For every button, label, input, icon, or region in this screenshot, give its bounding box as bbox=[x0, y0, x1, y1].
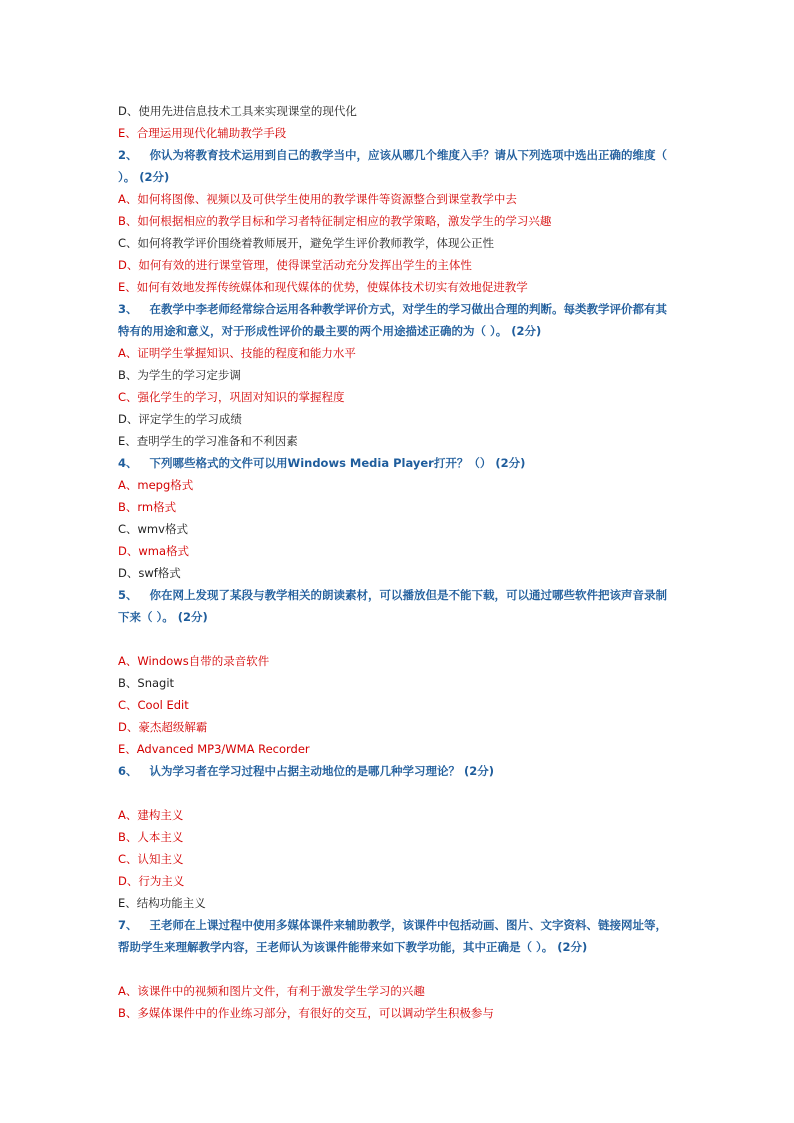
answer-option-selected: D、豪杰超级解霸 bbox=[118, 720, 208, 734]
answer-option-selected: A、如何将图像、视频以及可供学生使用的教学课件等资源整合到课堂教学中去 bbox=[118, 192, 517, 206]
answer-option-selected: A、该课件中的视频和图片文件，有利于激发学生学习的兴趣 bbox=[118, 984, 425, 998]
answer-option: E、结构功能主义 bbox=[118, 896, 206, 910]
question-number: 3、 bbox=[118, 302, 138, 316]
answer-option-selected: D、如何有效的进行课堂管理，使得课堂活动充分发挥出学生的主体性 bbox=[118, 258, 472, 272]
answer-option-selected: B、rm格式 bbox=[118, 500, 177, 514]
answer-option: C、wmv格式 bbox=[118, 522, 188, 536]
blank-line bbox=[118, 958, 678, 980]
question-text: 你在网上发现了某段与教学相关的朗读素材，可以播放但是不能下载，可以通过哪些软件把该声音录制下来（ ）。 (2分) bbox=[118, 588, 668, 624]
answer-option-selected: A、证明学生掌握知识、技能的程度和能力水平 bbox=[118, 346, 356, 360]
answer-option-selected: E、合理运用现代化辅助教学手段 bbox=[118, 126, 287, 140]
question-number: 5、 bbox=[118, 588, 138, 602]
question-number: 6、 bbox=[118, 764, 138, 778]
answer-option-selected: A、建构主义 bbox=[118, 808, 184, 822]
answer-option: D、swf格式 bbox=[118, 566, 181, 580]
answer-option: B、为学生的学习定步调 bbox=[118, 368, 241, 382]
question-number: 2、 bbox=[118, 148, 138, 162]
question-stem bbox=[118, 452, 678, 474]
answer-option: D、评定学生的学习成绩 bbox=[118, 412, 242, 426]
answer-option: E、查明学生的学习准备和不利因素 bbox=[118, 434, 298, 448]
question-text: 在教学中李老师经常综合运用各种教学评价方式，对学生的学习做出合理的判断。每类教学评价都有其特有的用途和意义，对于形成性评价的最主要的两个用途描述正确的为（ ）。 (2分) bbox=[118, 302, 668, 338]
answer-option-selected: B、多媒体课件中的作业练习部分，有很好的交互，可以调动学生积极参与 bbox=[118, 1006, 494, 1020]
document-page bbox=[118, 100, 678, 1024]
answer-option-selected: B、人本主义 bbox=[118, 830, 184, 844]
answer-option-selected: A、mepg格式 bbox=[118, 478, 194, 492]
answer-option: D、使用先进信息技术工具来实现课堂的现代化 bbox=[118, 104, 357, 118]
answer-option-selected: C、强化学生的学习，巩固对知识的掌握程度 bbox=[118, 390, 345, 404]
question-stem bbox=[118, 144, 678, 188]
question-text: 认为学习者在学习过程中占据主动地位的是哪几种学习理论？ (2分) bbox=[149, 764, 495, 778]
answer-option-selected: C、Cool Edit bbox=[118, 698, 189, 712]
question-number: 7、 bbox=[118, 918, 138, 932]
answer-option-selected: E、如何有效地发挥传统媒体和现代媒体的优势，使媒体技术切实有效地促进教学 bbox=[118, 280, 528, 294]
answer-option-selected: A、Windows自带的录音软件 bbox=[118, 654, 270, 668]
question-stem bbox=[118, 914, 678, 958]
answer-option: B、Snagit bbox=[118, 676, 175, 690]
blank-line bbox=[118, 628, 678, 650]
answer-option: C、如何将教学评价围绕着教师展开，避免学生评价教师教学，体现公正性 bbox=[118, 236, 495, 250]
answer-option-selected: D、wma格式 bbox=[118, 544, 190, 558]
blank-line bbox=[118, 782, 678, 804]
answer-option-selected: C、认知主义 bbox=[118, 852, 184, 866]
question-stem bbox=[118, 584, 678, 628]
answer-option-selected: E、Advanced MP3/WMA Recorder bbox=[118, 742, 310, 756]
question-text: 你认为将教育技术运用到自己的教学当中，应该从哪几个维度入手？请从下列选项中选出正确的维度（ ）。 (2分) bbox=[118, 148, 668, 184]
question-text: 王老师在上课过程中使用多媒体课件来辅助教学，该课件中包括动画、图片、文字资料、链接网址等，帮助学生来理解教学内容，王老师认为该课件能带来如下教学功能，其中正确是（ ）。 (2分) bbox=[118, 918, 668, 954]
question-number: 4、 bbox=[118, 456, 138, 470]
question-text: 下列哪些格式的文件可以用Windows Media Player打开？（） (2分) bbox=[149, 456, 526, 470]
question-stem bbox=[118, 298, 678, 342]
question-stem bbox=[118, 760, 678, 782]
answer-option-selected: B、如何根据相应的教学目标和学习者特征制定相应的教学策略，激发学生的学习兴趣 bbox=[118, 214, 552, 228]
answer-option-selected: D、行为主义 bbox=[118, 874, 185, 888]
